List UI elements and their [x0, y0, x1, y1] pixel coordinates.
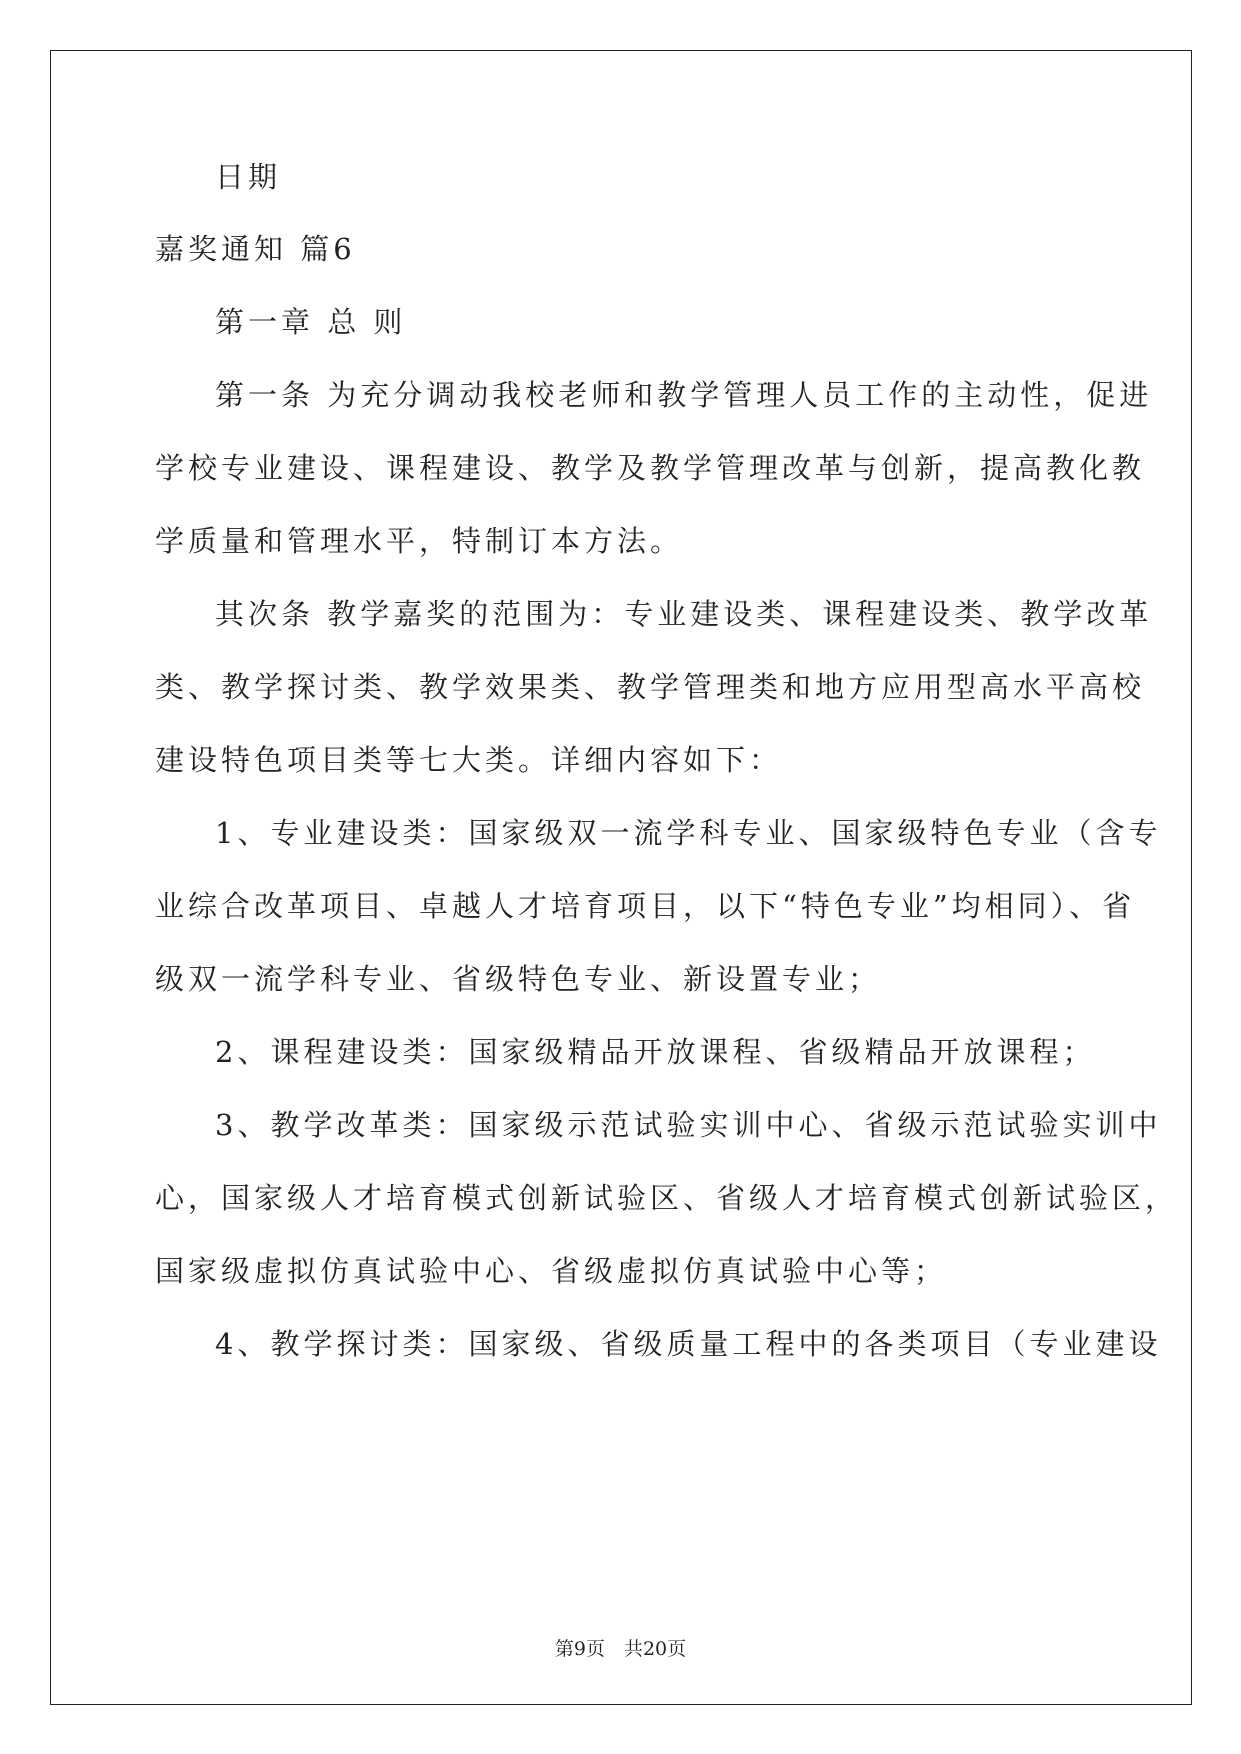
paragraph-line: 4、教学探讨类：国家级、省级质量工程中的各类项目（专业建设	[215, 1327, 1162, 1361]
paragraph-line: 建设特色项目类等七大类。详细内容如下：	[155, 743, 783, 777]
paragraph-line: 第一条 为充分调动我校老师和教学管理人员工作的主动性，促进	[215, 378, 1153, 412]
section-heading: 嘉奖通知 篇6	[155, 232, 356, 266]
paragraph-line: 学校专业建设、课程建设、教学及教学管理改革与创新，提高教化教	[155, 451, 1146, 485]
paragraph-line: 其次条 教学嘉奖的范围为：专业建设类、课程建设类、教学改革	[215, 597, 1153, 631]
paragraph-line: 学质量和管理水平，特制订本方法。	[155, 524, 684, 558]
paragraph-line: 类、教学探讨类、教学效果类、教学管理类和地方应用型高水平高校	[155, 670, 1146, 704]
page-number-footer: 第9页 共20页	[554, 1638, 687, 1660]
page-border	[50, 50, 1192, 1705]
chapter-heading: 第一章 总 则	[215, 305, 407, 339]
date-label: 日期	[215, 160, 282, 194]
paragraph-line: 1、专业建设类：国家级双一流学科专业、国家级特色专业（含专	[215, 816, 1162, 850]
paragraph-line: 级双一流学科专业、省级特色专业、新设置专业；	[155, 962, 882, 996]
paragraph-line: 国家级虚拟仿真试验中心、省级虚拟仿真试验中心等；	[155, 1254, 948, 1288]
paragraph-line: 3、教学改革类：国家级示范试验实训中心、省级示范试验实训中	[215, 1108, 1162, 1142]
paragraph-line: 心，国家级人才培育模式创新试验区、省级人才培育模式创新试验区，	[155, 1181, 1179, 1215]
paragraph-line: 业综合改革项目、卓越人才培育项目，以下“特色专业”均相同）、省	[155, 889, 1136, 923]
paragraph-line: 2、课程建设类：国家级精品开放课程、省级精品开放课程；	[215, 1035, 1096, 1069]
